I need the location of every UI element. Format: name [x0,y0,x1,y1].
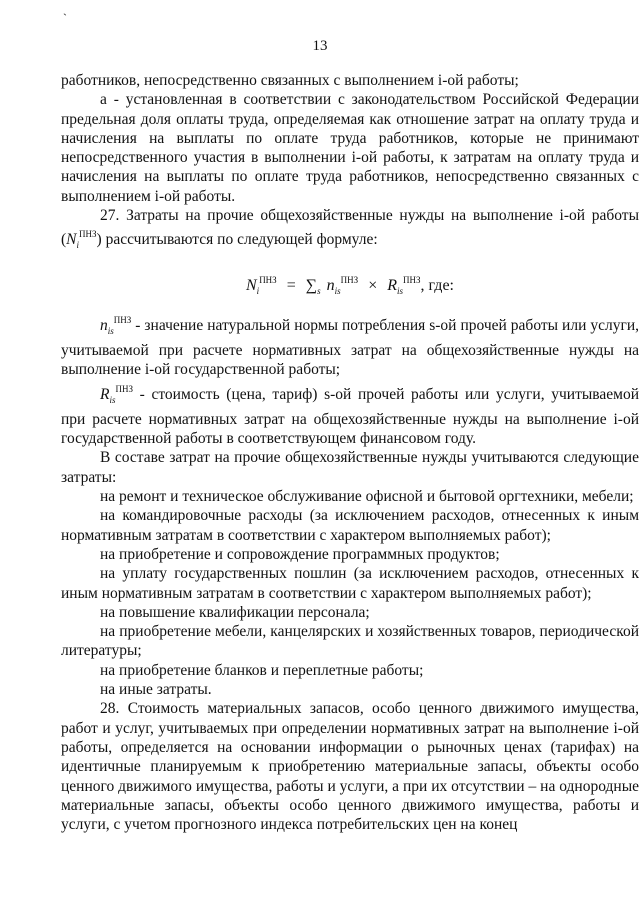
document-body [61,71,639,834]
formula-n: $n_{is}^{ПНЗ}$ [326,274,359,296]
symbol-R: $R_{is}^{ПНЗ}$ [100,383,133,405]
paragraph-28: 28. Стоимость материальных запасов, особо ценного движимого имущества, работ и услуг, учитываемых при определении нормативных затрат на выполнение i-ой работы, определяется на основании информации о рыночных ценах (тарифах) на идентичные планируемым к приобретению материальные запасы, объекты особо ценного движимого имущества, работы и услуги, а при их отсутствии – на однородные материальные запасы, объекты особо ценного движимого имущества, работы и услуги, с учетом прогнозного индекса потребительских цен на конец [61,700,639,834]
formula [61,269,639,302]
page-number: 13 [312,38,328,54]
paragraph-costs-intro: В составе затрат на прочие общехозяйственные нужды учитываются следующие затраты: [61,449,639,486]
cost-item-7: на приобретение бланков и переплетные работы; [100,661,424,679]
formula-N: $N_i^{ПНЗ}$ [246,274,277,296]
paragraph-a-definition: а - установленная в соответствии с законодательством Российской Федерации предельная доля оплаты труда, определяемая как отношение затрат на оплату труда и начисления на выплаты по оплате труда работников, которые не принимают непосредственного участия в выполнении i-ой работы, к затратам на оплату труда и начисления на выплаты по оплате труда работников, непосредственно связанных с выполнением i-ой работы. [61,91,639,205]
paragraph-continuation: работников, непосредственно связанных с выполнением i-ой работы; [61,72,519,89]
formula-tail: , где: [420,276,454,294]
cost-item-5: на повышение квалификации персонала; [100,603,370,621]
cost-item-6: на приобретение мебели, канцелярских и хозяйственных товаров, периодической литературы; [61,623,639,660]
formula-R: $R_{is}^{ПНЗ}$ [387,274,421,296]
formula-sum: $\sum_s$ [305,276,321,296]
inline-symbol-N: $N_i^{ПНЗ}$ [66,229,97,251]
definition-r: $R_{is}^{ПНЗ}$ - стоимость (цена, тариф) s-ой прочей работы или услуги, учитываемой при расчете нормативных затрат на общехозяйственные нужды на выполнение i-ой государственной работы в соответствующем финансовом году. [61,383,639,448]
cost-item-1: на ремонт и техническое обслуживание офисной и бытовой оргтехники, мебели; [100,488,634,506]
paragraph-27-start: 27. Затраты на прочие общехозяйственные нужды на выполнение i-ой работы ( [61,207,639,249]
cost-item-3: на приобретение и сопровождение программных продуктов; [100,545,500,563]
formula-times: × [368,276,378,294]
definition-n: $n_{is}^{ПНЗ}$ - значение натуральной нормы потребления s-ой прочей работы или услуги, учитываемой при расчете нормативных затрат на общехозяйственные нужды на выполнение i-ой государственной работы; [61,314,639,379]
cost-item-8: на иные затраты. [100,681,212,699]
paragraph-27 [61,206,639,256]
paragraph-27-end: ) рассчитываются по следующей формуле: [96,231,378,249]
cost-item-2: на командировочные расходы (за исключением расходов, отнесенных к иным нормативным затратам в соответствии с характером выполняемых работ); [61,507,639,544]
symbol-n: $n_{is}^{ПНЗ}$ [100,314,132,336]
cost-item-4: на уплату государственных пошлин (за исключением расходов, отнесенных к иным нормативным затратам в соответствии с характером выполняемых работ); [61,565,639,602]
formula-equals: = [286,276,296,294]
scan-mark: ` [63,11,67,25]
